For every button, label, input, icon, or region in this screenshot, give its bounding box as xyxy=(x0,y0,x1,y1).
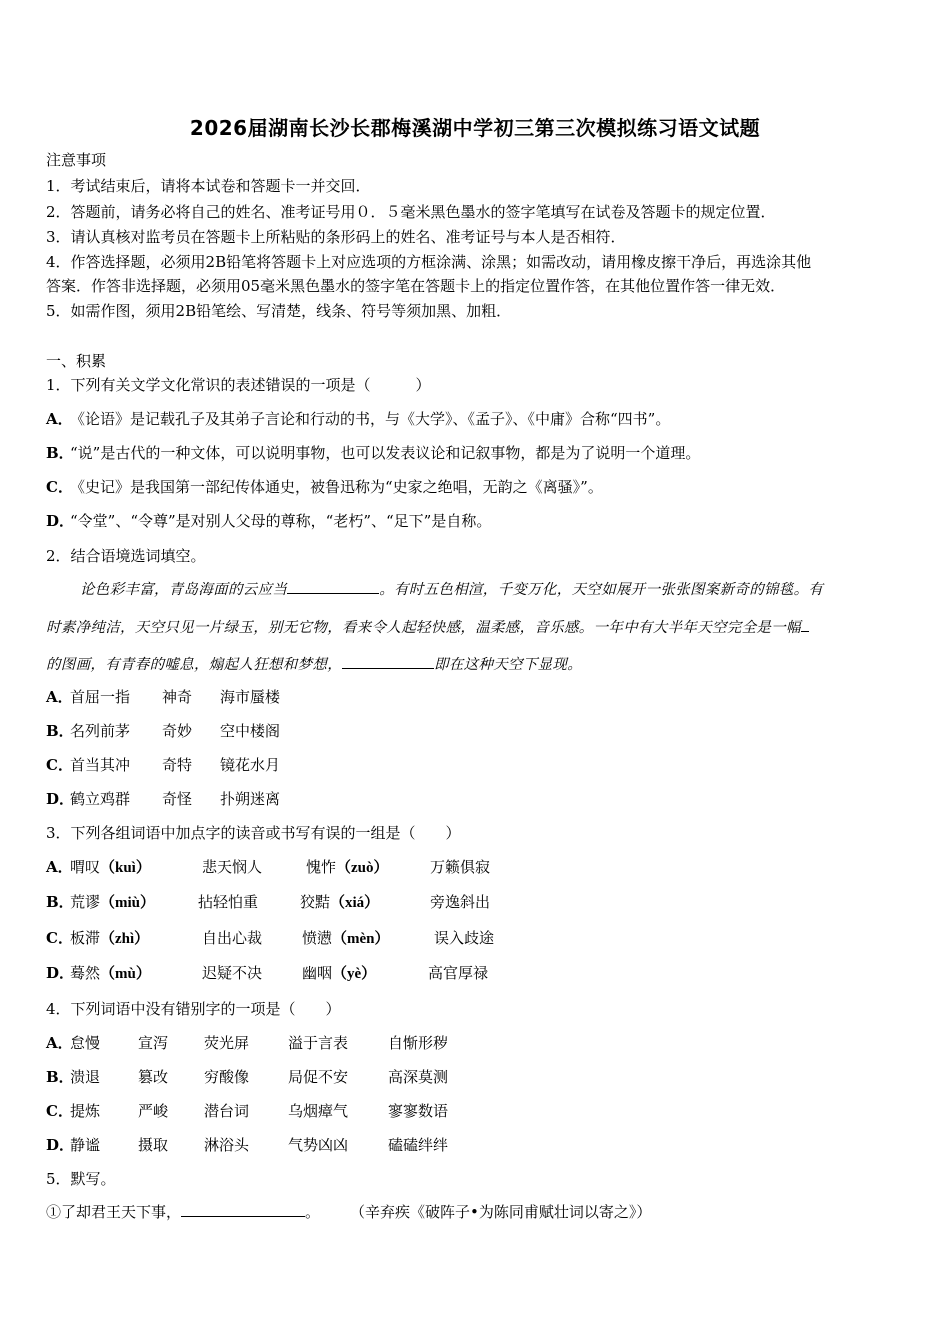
option-word: 局促不安 xyxy=(288,1068,349,1086)
option-label: A． xyxy=(46,858,73,876)
section-heading: 一、积累 xyxy=(46,352,107,370)
option-label: D． xyxy=(46,1136,75,1154)
option-label: C． xyxy=(46,929,73,947)
option-word: 名列前茅 xyxy=(70,722,131,740)
pinyin: （zhì） xyxy=(100,931,150,947)
option-word: 首屈一指 xyxy=(70,688,131,706)
option-word: 潜台词 xyxy=(204,1102,250,1120)
q4-option-c xyxy=(46,1101,448,1121)
option-label: C． xyxy=(46,1102,73,1120)
dictation-text: 。 xyxy=(305,1203,321,1221)
option-word: 高官厚禄 xyxy=(428,964,489,982)
q2-passage-line-3 xyxy=(46,654,908,675)
question-3-stem: 3．下列各组词语中加点字的读音或书写有误的一组是（ ） xyxy=(46,824,461,842)
option-text: 《论语》是记载孔子及其弟子言论和行动的书，与《大学》、《孟子》、《中庸》合称“四书”。 xyxy=(70,410,671,428)
option-word: 荧光屏 xyxy=(204,1034,250,1052)
option-word: 寥寥数语 xyxy=(388,1102,449,1120)
dictation-source: （辛弃疾《破阵子•为陈同甫赋壮词以寄之》） xyxy=(350,1203,652,1221)
q1-option-b xyxy=(46,443,700,463)
passage-text: 论色彩丰富，青岛海面的云应当 xyxy=(80,582,288,598)
notice-item: 5．如需作图，须用2B铅笔绘、写清楚，线条、符号等须加黑、加粗． xyxy=(46,302,512,320)
option-word: 气势凶凶 xyxy=(288,1136,349,1154)
passage-text: 即在这种天空下显现。 xyxy=(434,657,582,673)
q4-option-d xyxy=(46,1135,448,1155)
page-title: 2026届湖南长沙长郡梅溪湖中学初三第三次模拟练习语文试题 xyxy=(189,116,761,140)
option-word: 海市蜃楼 xyxy=(220,688,281,706)
q3-option-a xyxy=(46,857,490,878)
option-word: 拈轻怕重 xyxy=(198,893,259,911)
passage-text: 时素净纯洁，天空只见一片绿玉，别无它物，看来令人起轻快感，温柔感，音乐感。一年中有大半年天空完全是一幅 xyxy=(46,620,801,636)
q1-option-d xyxy=(46,511,491,531)
option-label: D． xyxy=(46,790,75,808)
option-word: 板滞 xyxy=(70,929,101,947)
passage-text: 。有时五色相渲，千变万化，天空如展开一张张图案新奇的锦毯。有 xyxy=(379,582,824,598)
option-word: 愧怍 xyxy=(306,858,337,876)
option-word: 首当其冲 xyxy=(70,756,131,774)
option-label: C． xyxy=(46,478,73,496)
option-word: 怠慢 xyxy=(70,1034,101,1052)
option-word: 摄取 xyxy=(138,1136,169,1154)
option-word: 误入歧途 xyxy=(434,929,495,947)
option-label: B． xyxy=(46,1068,74,1086)
question-5-stem: 5．默写。 xyxy=(46,1170,116,1188)
q1-option-c xyxy=(46,477,603,497)
option-word: 迟疑不决 xyxy=(202,964,263,982)
pinyin: （yè） xyxy=(332,966,377,982)
q2-option-d xyxy=(46,789,280,809)
pinyin: （mù） xyxy=(100,966,151,982)
option-word: 鹤立鸡群 xyxy=(70,790,131,808)
option-word: 自惭形秽 xyxy=(388,1034,449,1052)
notice-heading: 注意事项 xyxy=(46,151,107,169)
option-label: A． xyxy=(46,1034,73,1052)
option-word: 乌烟瘴气 xyxy=(288,1102,349,1120)
q2-option-c xyxy=(46,755,280,775)
fill-blank xyxy=(287,579,379,594)
option-word: 溢于言表 xyxy=(288,1034,349,1052)
option-word: 空中楼阁 xyxy=(220,722,281,740)
option-label: B． xyxy=(46,444,74,462)
option-word: 奇特 xyxy=(162,756,193,774)
passage-text: 的图画，有青春的嘘息，煽起人狂想和梦想， xyxy=(46,657,342,673)
option-word: 扑朔迷离 xyxy=(220,790,281,808)
notice-item: 4．作答选择题，必须用2B铅笔将答题卡上对应选项的方框涂满、涂黑；如需改动，请用橡皮擦干净后，再选涂其他 xyxy=(46,253,812,271)
option-label: C． xyxy=(46,756,73,774)
option-word: 提炼 xyxy=(70,1102,101,1120)
option-word: 荒谬 xyxy=(70,893,101,911)
option-word: 幽咽 xyxy=(302,964,333,982)
option-word: 蓦然 xyxy=(70,964,101,982)
option-word: 穷酸像 xyxy=(204,1068,250,1086)
question-2-stem: 2．结合语境选词填空。 xyxy=(46,547,206,565)
q2-passage-line-1 xyxy=(46,579,908,600)
dictation-text: ①了却君王天下事， xyxy=(46,1203,182,1221)
q1-option-a xyxy=(46,409,670,429)
option-word: 喟叹 xyxy=(70,858,101,876)
notice-item: 1．考试结束后，请将本试卷和答题卡一并交回． xyxy=(46,177,371,195)
option-label: A． xyxy=(46,688,73,706)
q2-option-a xyxy=(46,687,280,707)
option-text: “令堂”、“令尊”是对别人父母的尊称，“老朽”、“足下”是自称。 xyxy=(70,512,492,530)
pinyin: （kuì） xyxy=(100,860,151,876)
option-text: 《史记》是我国第一部纪传体通史，被鲁迅称为“史家之绝唱，无韵之《离骚》”。 xyxy=(70,478,603,496)
option-word: 神奇 xyxy=(162,688,193,706)
q3-option-d xyxy=(46,963,488,984)
question-4-stem: 4．下列词语中没有错别字的一项是（ ） xyxy=(46,1000,341,1018)
option-word: 高深莫测 xyxy=(388,1068,449,1086)
option-word: 静谧 xyxy=(70,1136,101,1154)
option-word: 溃退 xyxy=(70,1068,101,1086)
pinyin: （mèn） xyxy=(332,931,390,947)
fill-blank xyxy=(801,617,809,632)
option-text: “说”是古代的一种文体，可以说明事物，也可以发表议论和记叙事物，都是为了说明一个道理。 xyxy=(70,444,701,462)
notice-item: 2．答题前，请务必将自己的姓名、准考证号用０．５毫米黑色墨水的签字笔填写在试卷及答题卡的规定位置． xyxy=(46,203,776,221)
option-word: 狡黠 xyxy=(300,893,331,911)
option-label: B． xyxy=(46,893,74,911)
option-word: 磕磕绊绊 xyxy=(388,1136,449,1154)
option-word: 万籁俱寂 xyxy=(430,858,491,876)
notice-item: 3．请认真核对监考员在答题卡上所粘贴的条形码上的姓名、准考证号与本人是否相符． xyxy=(46,228,626,246)
option-word: 愤懑 xyxy=(302,929,333,947)
q4-option-b xyxy=(46,1067,448,1087)
q4-option-a xyxy=(46,1033,448,1053)
option-word: 奇妙 xyxy=(162,722,193,740)
q3-option-c xyxy=(46,928,494,949)
option-label: D． xyxy=(46,964,75,982)
pinyin: （xiá） xyxy=(330,895,380,911)
q3-option-b xyxy=(46,892,490,913)
notice-item: 答案．作答非选择题，必须用05毫米黑色墨水的签字笔在答题卡上的指定位置作答，在其他位置作答一律无效． xyxy=(46,277,786,295)
option-word: 宣泻 xyxy=(138,1034,169,1052)
option-word: 严峻 xyxy=(138,1102,169,1120)
pinyin: （zuò） xyxy=(336,860,389,876)
option-label: A． xyxy=(46,410,73,428)
question-1-stem: 1．下列有关文学文化常识的表述错误的一项是（ ） xyxy=(46,376,431,394)
option-word: 奇怪 xyxy=(162,790,193,808)
q5-item-1 xyxy=(46,1202,651,1222)
option-word: 淋浴头 xyxy=(204,1136,250,1154)
fill-blank xyxy=(342,654,434,669)
option-label: B． xyxy=(46,722,74,740)
fill-blank xyxy=(181,1202,305,1217)
q2-option-b xyxy=(46,721,280,741)
option-label: D． xyxy=(46,512,75,530)
option-word: 自出心裁 xyxy=(202,929,263,947)
option-word: 悲天悯人 xyxy=(202,858,263,876)
q2-passage-line-2 xyxy=(46,617,908,638)
pinyin: （miù） xyxy=(100,895,156,911)
option-word: 篡改 xyxy=(138,1068,169,1086)
option-word: 镜花水月 xyxy=(220,756,281,774)
option-word: 旁逸斜出 xyxy=(430,893,491,911)
